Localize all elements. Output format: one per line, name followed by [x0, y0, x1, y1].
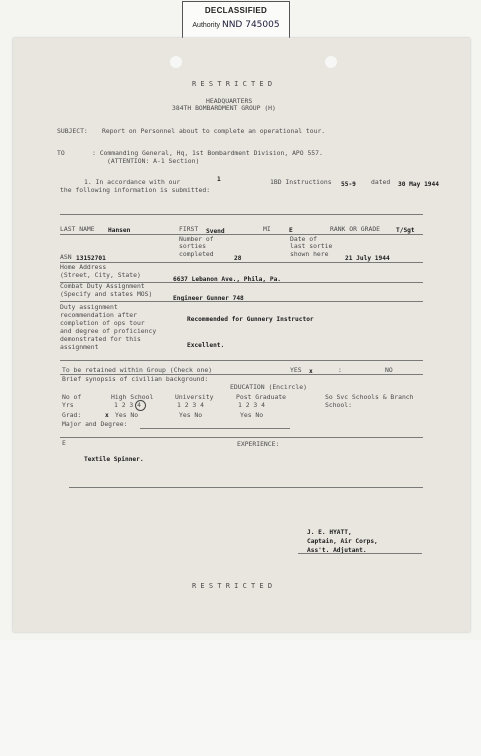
signature-rank: Captain, Air Corps,: [307, 538, 378, 545]
university-years: 1 2 3 4: [177, 401, 204, 409]
service-schools-label: So Svc Schools & Branch: [325, 393, 414, 401]
to-label: TO: [57, 149, 65, 157]
rank-label: RANK OR GRADE: [330, 225, 381, 233]
high-school-grad-options: Yes No: [115, 411, 139, 419]
para-number: 1: [217, 176, 221, 183]
proficiency-label-3: assignment: [60, 343, 99, 351]
punch-hole-left: [170, 56, 182, 68]
classification-bottom: R E S T R I C T E D: [192, 582, 273, 590]
high-school-year-circle: [135, 400, 146, 411]
university-label: University: [175, 393, 214, 401]
combat-label-1: Combat Duty Assignment: [60, 282, 145, 290]
e-label: E: [62, 439, 66, 447]
post-graduate-label: Post Graduate: [236, 393, 287, 401]
yes-check-mark: x: [309, 368, 313, 375]
sorties-label-3: completed: [179, 250, 214, 258]
no-of-label: No of: [62, 393, 82, 401]
combat-row-line: [60, 301, 423, 302]
last-name-label: LAST NAME: [60, 225, 95, 233]
lower-blank-area: [0, 640, 481, 756]
high-school-years: 1 2 3 4: [114, 401, 141, 409]
sorties-label-2: sorties: [179, 242, 206, 250]
experience-bottom-line: [69, 487, 423, 488]
asn-value: 13152701: [76, 255, 106, 262]
stamp-title: DECLASSIFIED: [204, 6, 268, 15]
signature-line: [298, 553, 422, 554]
retain-colon: :: [338, 366, 342, 374]
header-line1: HEADQUARTERS: [206, 97, 253, 105]
asn-label: ASN: [60, 253, 72, 261]
service-school-label: School:: [325, 401, 352, 409]
rank-value: T/Sgt: [396, 227, 415, 234]
last-sortie-label-1: Date of: [290, 235, 317, 243]
duty-label-2: recommendation after: [60, 311, 137, 319]
duty-value: Recommended for Gunnery Instructor: [187, 316, 314, 323]
university-grad-options: Yes No: [179, 411, 203, 419]
post-graduate-years: 1 2 3 4: [238, 401, 265, 409]
stamp-authority: [183, 20, 289, 30]
address-label-1: Home Address: [60, 263, 107, 271]
retain-label: To be retained within Group (Check one): [62, 366, 213, 374]
proficiency-label-1: and degree of proficiency: [60, 327, 157, 335]
to-line1: : Commanding General, Hq, 1st Bombardment Division, APO 557.: [92, 149, 323, 157]
instruction-date: 30 May 1944: [398, 181, 439, 188]
classification-top: R E S T R I C T E D: [192, 80, 273, 88]
yrs-label: Yrs: [62, 401, 74, 409]
signature-title: Ass't. Adjutant.: [307, 547, 367, 554]
post-graduate-options: Yes No: [240, 411, 264, 419]
declassified-stamp: [182, 1, 290, 40]
proficiency-value: Excellent.: [187, 342, 225, 349]
sorties-label-1: Number of: [179, 235, 214, 243]
address-value: 6637 Lebanon Ave., Phila, Pa.: [173, 276, 282, 283]
stamp-authority-label: Authority: [192, 22, 221, 29]
name-row-line: [60, 234, 423, 235]
asn-row-line: [60, 262, 423, 263]
combat-value: Engineer Gunner 748: [173, 295, 244, 302]
subject-text: Report on Personnel about to complete an operational tour.: [102, 127, 326, 135]
synopsis-label: Brief synopsis of civilian background:: [62, 375, 209, 383]
combat-label-2: (Specify and states MOS): [60, 290, 153, 298]
experience-value: Textile Spinner.: [84, 456, 144, 463]
dated-label: dated: [371, 178, 391, 186]
major-degree-line: [140, 428, 290, 429]
no-label: NO: [385, 366, 393, 374]
para-line2: the following information is submitted:: [60, 186, 211, 194]
to-line2: (ATTENTION: A-1 Section): [107, 157, 200, 165]
subject-label: SUBJECT:: [57, 127, 88, 135]
experience-label: EXPERIENCE:: [237, 440, 280, 448]
mi-label: MI: [263, 225, 271, 233]
first-name-value: Svend: [206, 228, 225, 235]
sorties-value: 28: [234, 255, 242, 262]
proficiency-label-2: demonstrated for this: [60, 335, 141, 343]
education-label: EDUCATION (Encircle): [230, 383, 307, 391]
punch-hole-right: [325, 56, 337, 68]
duty-label-1: Duty assignment: [60, 303, 118, 311]
yes-label: YES: [290, 366, 302, 374]
last-sortie-label-2: last sortie: [290, 242, 333, 250]
major-degree-label: Major and Degree:: [62, 420, 128, 428]
experience-top-line: [60, 437, 423, 438]
duty-label-3: completion of ops tour: [60, 319, 145, 327]
mi-value: E: [289, 227, 293, 234]
first-name-label: FIRST: [179, 225, 199, 233]
grad-label: Grad:: [62, 411, 82, 419]
last-sortie-value: 21 July 1944: [345, 255, 390, 262]
header-line2: 384TH BOMBARDMENT GROUP (H): [172, 104, 276, 112]
high-school-label: High School: [111, 393, 154, 401]
last-sortie-label-3: shown here: [290, 250, 329, 258]
para-line1b: 1BD Instructions: [270, 178, 332, 186]
para-line1a: 1. In accordance with our: [84, 178, 181, 186]
divider: [60, 214, 423, 215]
address-label-2: (Street, City, State): [60, 271, 141, 279]
last-name-value: Hansen: [108, 227, 131, 234]
signature-name: J. E. HYATT,: [307, 529, 352, 536]
grad-check-mark: x: [105, 412, 109, 419]
stamp-authority-number: NND 745005: [221, 20, 280, 30]
instruction-number: 55-9: [341, 181, 356, 188]
retain-top-line: [60, 360, 423, 361]
